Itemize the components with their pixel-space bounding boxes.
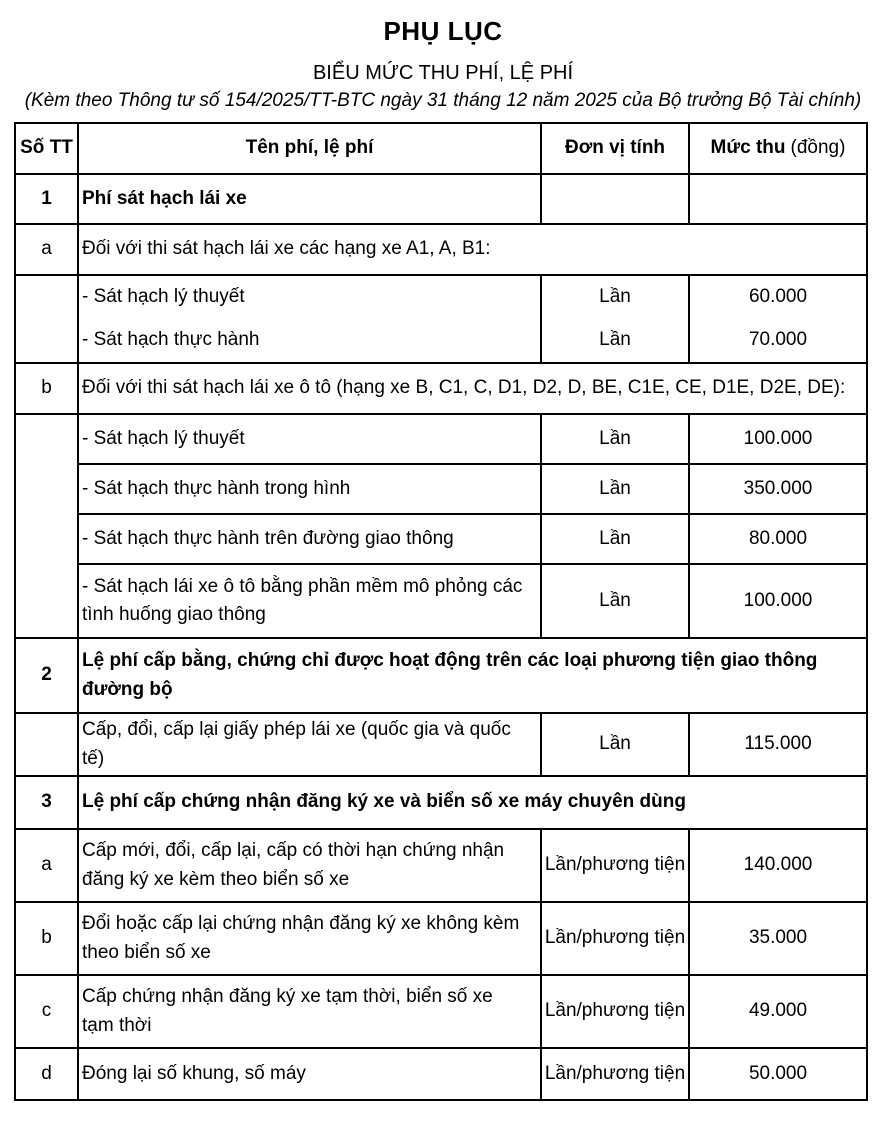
table-header-row [15,123,867,174]
cell-rate [689,275,867,363]
fee-table [14,122,868,1101]
column-header-no: Số TT [15,123,78,174]
table-row-1a [15,224,867,275]
table-row-2-item [15,713,867,776]
cell-rate: 49.000 [689,975,867,1048]
cell-no-empty [15,713,78,776]
cell-unit: Lần/phương tiện [541,829,689,902]
cell-no: a [15,224,78,275]
page-subtitle: BIỂU MỨC THU PHÍ, LỆ PHÍ [312,62,574,84]
table-row-1b [15,363,867,414]
cell-name: Cấp mới, đổi, cấp lại, cấp có thời hạn chứng nhận đăng ký xe kèm theo biển số xe [78,829,541,902]
cell-name [78,275,541,363]
cell-name: Đổi hoặc cấp lại chứng nhận đăng ký xe không kèm theo biển số xe [78,902,541,975]
table-row-1b-item [15,464,867,514]
column-header-unit: Đơn vị tính [541,123,689,174]
cell-no: b [15,902,78,975]
cell-unit: Lần/phương tiện [541,902,689,975]
table-row-1b-item [15,564,867,638]
cell-no: 1 [15,174,78,224]
rate-line: 60.000 [748,286,808,308]
table-row-1b-item [15,414,867,464]
table-row-3-item [15,829,867,902]
cell-no: 2 [15,638,78,713]
table-row-3-item [15,975,867,1048]
table-row-3-item [15,1048,867,1100]
cell-no: b [15,363,78,414]
cell-unit: Lần/phương tiện [541,1048,689,1100]
column-header-rate-currency: (đồng) [790,137,846,159]
page-title: PHỤ LỤC [383,16,503,46]
table-row-1a-items [15,275,867,363]
cell-unit: Lần [541,713,689,776]
cell-name: Đối với thi sát hạch lái xe ô tô (hạng xe B, C1, C, D1, D2, D, BE, C1E, CE, D1E, D2E, DE): [78,363,867,414]
fee-line: - Sát hạch thực hành [82,329,260,351]
cell-unit: Lần [541,414,689,464]
cell-name: Phí sát hạch lái xe [78,174,541,224]
cell-name: Lệ phí cấp chứng nhận đăng ký xe và biển số xe máy chuyên dùng [78,776,867,829]
table-row-section-3 [15,776,867,829]
cell-rate: 100.000 [689,564,867,638]
cell-no: d [15,1048,78,1100]
table-row-section-1 [15,174,867,224]
cell-unit: Lần/phương tiện [541,975,689,1048]
table-row-1b-item [15,514,867,564]
cell-name: - Sát hạch lái xe ô tô bằng phần mềm mô phỏng các tình huống giao thông [78,564,541,638]
cell-rate: 140.000 [689,829,867,902]
cell-unit: Lần [541,514,689,564]
cell-rate: 35.000 [689,902,867,975]
table-row-3-item [15,902,867,975]
cell-unit [541,275,689,363]
cell-no-empty [15,275,78,363]
cell-unit: Lần [541,564,689,638]
fee-line: - Sát hạch lý thuyết [82,286,245,308]
cell-name: Đóng lại số khung, số máy [78,1048,541,1100]
table-row-section-2 [15,638,867,713]
cell-rate-empty [689,174,867,224]
column-header-rate-label: Mức thu [710,137,786,159]
cell-name: Cấp chứng nhận đăng ký xe tạm thời, biển số xe tạm thời [78,975,541,1048]
cell-no: a [15,829,78,902]
cell-no-empty [15,414,78,638]
column-header-name: Tên phí, lệ phí [78,123,541,174]
cell-unit: Lần [541,464,689,514]
unit-line: Lần [599,329,631,351]
cell-rate: 115.000 [689,713,867,776]
cell-name: - Sát hạch thực hành trong hình [78,464,541,514]
cell-no: 3 [15,776,78,829]
cell-rate: 100.000 [689,414,867,464]
cell-rate: 50.000 [689,1048,867,1100]
cell-unit-empty [541,174,689,224]
page-note: (Kèm theo Thông tư số 154/2025/TT-BTC ngày 31 tháng 12 năm 2025 của Bộ trưởng Bộ Tài chính) [24,90,862,111]
cell-rate: 350.000 [689,464,867,514]
cell-rate: 80.000 [689,514,867,564]
rate-line: 70.000 [748,329,808,351]
unit-line: Lần [599,286,631,308]
cell-name: Đối với thi sát hạch lái xe các hạng xe A1, A, B1: [78,224,867,275]
cell-no: c [15,975,78,1048]
cell-name: - Sát hạch lý thuyết [78,414,541,464]
cell-name: Lệ phí cấp bằng, chứng chỉ được hoạt động trên các loại phương tiện giao thông đường bộ [78,638,867,713]
cell-name: Cấp, đổi, cấp lại giấy phép lái xe (quốc gia và quốc tế) [78,713,541,776]
cell-name: - Sát hạch thực hành trên đường giao thông [78,514,541,564]
column-header-rate [689,123,867,174]
